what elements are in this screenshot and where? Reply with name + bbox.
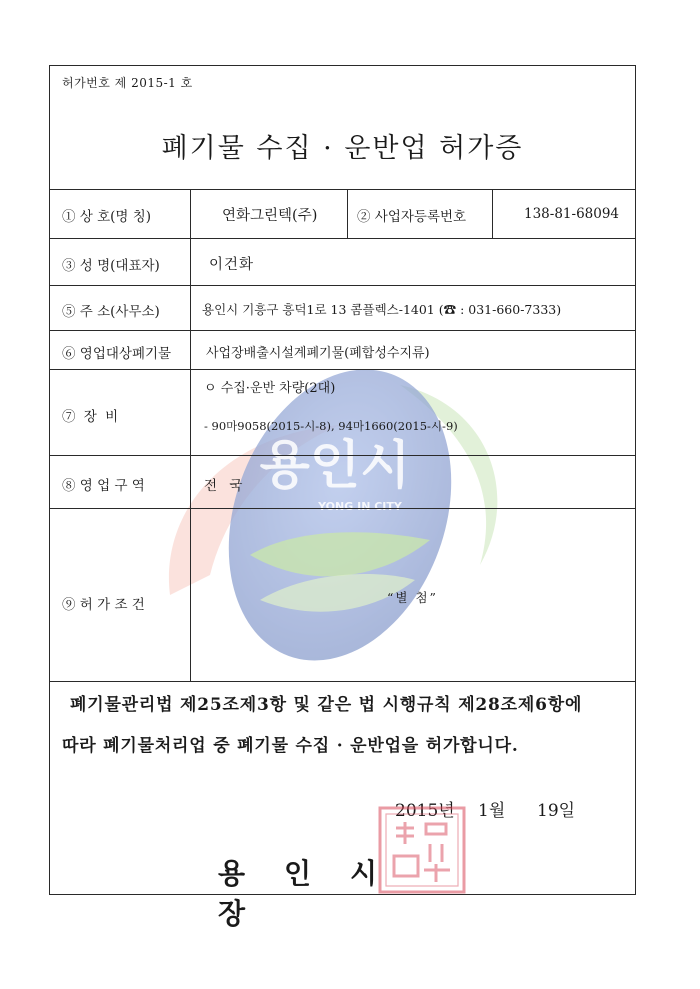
conditions-value: “별 첨”	[387, 590, 438, 605]
date-month: 1월	[478, 801, 506, 821]
issuer-char: 장	[218, 897, 246, 930]
date-year: 2015년	[395, 801, 455, 821]
waste-type-label: ⑥ 영업대상폐기물	[62, 346, 172, 362]
business-name-label: ① 상 호(명 칭)	[62, 209, 152, 225]
table-divider	[49, 455, 636, 456]
permit-statement-line-2: 따라 폐기물처리업 중 폐기물 수집 · 운반업을 허가합니다.	[62, 736, 519, 756]
equipment-label: ⑦ 장 비	[62, 409, 121, 425]
registration-label: ② 사업자등록번호	[357, 209, 467, 225]
conditions-label: ⑨ 허 가 조 건	[62, 597, 145, 613]
label-column-divider	[190, 189, 191, 681]
registration-value: 138-81-68094	[524, 206, 620, 222]
issuer-char: 용	[218, 857, 246, 890]
cell-divider	[347, 189, 348, 238]
business-area-label: ⑧ 영 업 구 역	[62, 478, 145, 494]
address-value: 용인시 기흥구 흥덕1로 13 콤플렉스-1401 (☎ : 031-660-7333)	[202, 302, 562, 317]
issuer-char: 인	[284, 857, 312, 890]
table-divider	[49, 681, 636, 682]
table-divider	[49, 238, 636, 239]
issuer-name	[218, 852, 478, 932]
cell-divider	[492, 189, 493, 238]
equipment-line-2: - 90마9058(2015-시-8), 94마1660(2015-시-9)	[204, 419, 458, 433]
table-divider	[49, 189, 636, 190]
business-name-value: 연화그린텍(주)	[222, 208, 318, 224]
address-label: ⑤ 주 소(사무소)	[62, 304, 160, 320]
table-divider	[49, 508, 636, 509]
watermark-sub-text: YONG IN CITY	[318, 500, 402, 513]
table-divider	[49, 330, 636, 331]
representative-value: 이건화	[209, 257, 255, 273]
permit-number: 허가번호 제 2015-1 호	[62, 76, 193, 90]
equipment-line-1: ㅇ 수집·운반 차량(2대)	[204, 381, 336, 396]
issuer-char: 시	[350, 857, 378, 890]
business-area-value: 전 국	[204, 478, 247, 494]
watermark-main-text: 용인시	[259, 436, 411, 496]
representative-label: ③ 성 명(대표자)	[62, 258, 160, 274]
table-divider	[49, 369, 636, 370]
table-divider	[49, 285, 636, 286]
permit-statement-line-1: 폐기물관리법 제25조제3항 및 같은 법 시행규칙 제28조제6항에	[70, 695, 583, 715]
date-day: 19일	[537, 801, 576, 821]
page-title: 폐기물 수집 · 운반업 허가증	[161, 133, 524, 164]
waste-type-value: 사업장배출시설계폐기물(폐합성수지류)	[206, 346, 430, 361]
